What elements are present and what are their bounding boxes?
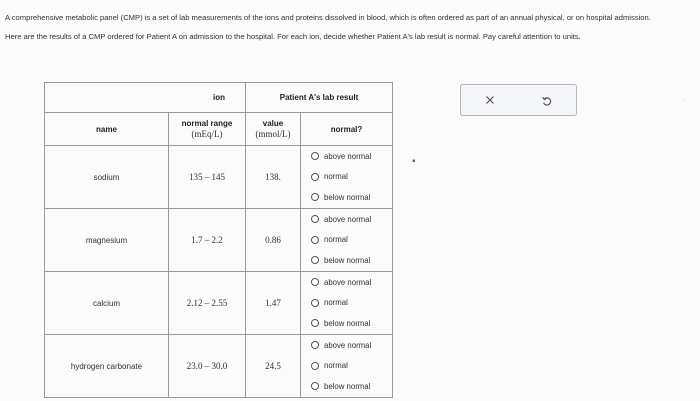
table-row [45,209,393,272]
stray-mark: ▪ [412,156,416,167]
ion-name: hydrogen carbonate [70,361,143,371]
radio-label: below normal [324,192,371,202]
radio-option-normal[interactable] [311,293,392,314]
radio-option-normal[interactable] [311,356,392,377]
ion-header: ion [45,83,246,113]
radio-label: above normal [324,214,372,224]
ion-name: calcium [92,298,121,308]
radio-button[interactable] [311,382,319,390]
value-header-label: value [262,119,284,128]
radio-button[interactable] [311,173,319,181]
undo-button[interactable] [527,93,567,108]
normal-column-header [301,113,393,146]
table-row [45,335,393,398]
radio-button[interactable] [311,341,319,349]
radio-option-normal[interactable] [311,167,392,188]
lab-value: 1.47 [265,298,281,308]
normal-range: 23.0 – 30.0 [186,361,228,371]
range-column-header [169,113,246,146]
instructions [5,13,695,50]
radio-label: below normal [324,318,371,328]
table-row [45,146,393,209]
radio-option-normal[interactable] [311,230,392,251]
lab-result-header: Patient A's lab result [246,83,393,113]
cmp-table [44,82,393,398]
value-column-header [246,113,301,146]
radio-button[interactable] [311,256,319,264]
lab-value: 138. [265,172,281,182]
table-row [45,272,393,335]
normal-choice-group [301,146,393,209]
radio-button[interactable] [311,299,319,307]
normal-choice-group [301,335,393,398]
radio-label: above normal [324,151,372,161]
stray-mark: · [682,96,685,105]
radio-button[interactable] [311,193,319,201]
radio-label: below normal [324,381,371,391]
normal-range: 135 – 145 [189,172,225,182]
ion-name: magnesium [85,235,128,245]
normal-choice-group [301,272,393,335]
radio-label: below normal [324,255,371,265]
radio-option-below[interactable] [311,313,392,334]
intro-paragraph-1: A comprehensive metabolic panel (CMP) is a set of lab measurements of the ions and proteins dissolved in blood, which is often ordered as part of an annual physical, or on hospital admission. [5,13,651,22]
radio-option-below[interactable] [311,250,392,271]
intro-paragraph-2: Here are the results of a CMP ordered for Patient A on admission to the hospital. For each ion, decide whether Patient A's lab result is normal. Pay careful attention to units. [5,31,581,41]
normal-header-label: normal? [330,124,363,134]
radio-option-above[interactable] [311,209,392,230]
range-unit: (mEq/L) [191,129,223,139]
radio-label: above normal [324,340,372,350]
normal-range: 1.7 – 2.2 [191,235,223,245]
radio-option-above[interactable] [311,146,392,167]
normal-range: 2.12 – 2.55 [186,298,228,308]
range-header-label: normal range [181,119,233,128]
clear-button[interactable] [470,93,510,108]
radio-label: normal [324,361,348,371]
lab-value: 24.5 [265,361,281,371]
radio-button[interactable] [311,152,319,160]
radio-button[interactable] [311,362,319,370]
name-header-label: name [96,124,117,134]
radio-label: normal [324,172,348,182]
value-unit: (mmol/L) [255,129,291,139]
name-column-header [45,113,169,146]
ion-name: sodium [93,172,120,182]
x-icon [485,95,495,105]
normal-choice-group [301,209,393,272]
radio-option-below[interactable] [311,376,392,397]
radio-option-above[interactable] [311,272,392,293]
radio-option-above[interactable] [311,335,392,356]
radio-label: normal [324,235,348,245]
radio-option-below[interactable] [311,187,392,208]
radio-button[interactable] [311,215,319,223]
radio-button[interactable] [311,319,319,327]
lab-value: 0.86 [265,235,281,245]
radio-label: normal [324,298,348,308]
undo-icon [541,95,553,107]
radio-label: above normal [324,277,372,287]
radio-button[interactable] [311,278,319,286]
answer-tools [460,84,577,116]
radio-button[interactable] [311,236,319,244]
